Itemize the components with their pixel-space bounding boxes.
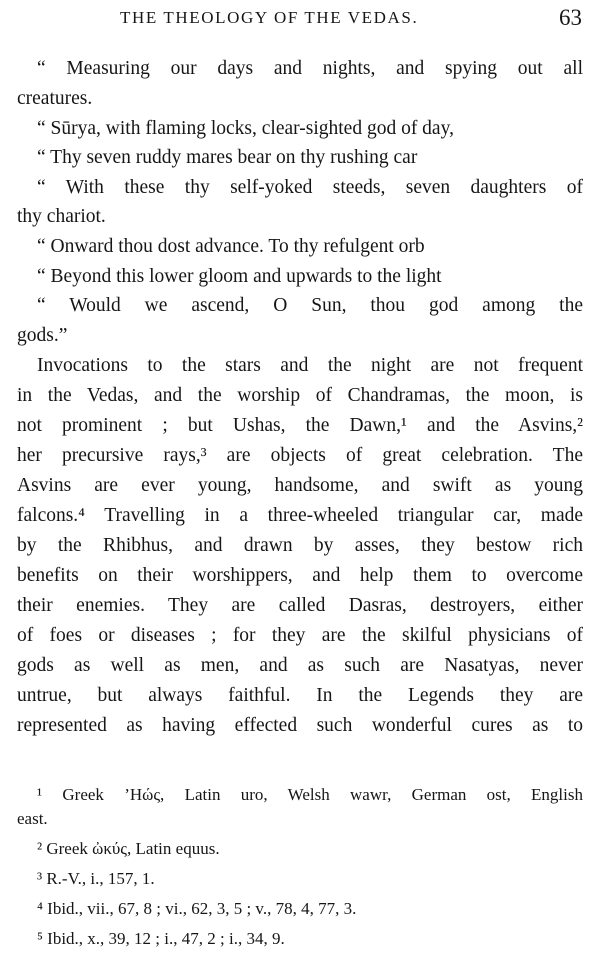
footnote-1: ¹ Greek ’Ηώς, Latin uro, Welsh wawr, German ost, English <box>37 785 583 804</box>
running-title: THE THEOLOGY OF THE VEDAS. <box>120 8 419 27</box>
body-line: “ Measuring our days and nights, and spying out all <box>37 58 583 79</box>
footnote-1-continued: east. <box>17 809 48 828</box>
paragraph-line: by the Rhibhus, and drawn by asses, they bestow rich <box>17 535 583 556</box>
body-line: “ With these thy self-yoked steeds, seven daughters of <box>37 177 583 198</box>
paragraph-line: not prominent ; but Ushas, the Dawn,¹ and the Asvins,² <box>17 415 583 436</box>
body-line: “ Sūrya, with flaming locks, clear-sighted god of day, <box>37 118 454 139</box>
body-line: creatures. <box>17 88 93 109</box>
paragraph-line: of foes or diseases ; for they are the skilful physicians of <box>17 625 583 646</box>
paragraph-line: gods as well as men, and as such are Nasatyas, never <box>17 655 583 676</box>
paragraph-line: Asvins are ever young, handsome, and swift as young <box>17 475 583 496</box>
footnote-4: ⁴ Ibid., vii., 67, 8 ; vi., 62, 3, 5 ; v., 78, 4, 77, 3. <box>37 899 357 918</box>
paragraph-line: in the Vedas, and the worship of Chandramas, the moon, is <box>17 385 583 406</box>
footnote-5: ⁵ Ibid., x., 39, 12 ; i., 47, 2 ; i., 34, 9. <box>37 929 285 948</box>
paragraph-line: her precursive rays,³ are objects of great celebration. The <box>17 445 583 466</box>
body-line: “ Thy seven ruddy mares bear on thy rushing car <box>37 147 418 168</box>
page-number: 63 <box>559 5 582 30</box>
paragraph-line: their enemies. They are called Dasras, destroyers, either <box>17 595 583 616</box>
paragraph-line: untrue, but always faithful. In the Legends they are <box>17 685 583 706</box>
footnote-3: ³ R.-V., i., 157, 1. <box>37 869 155 888</box>
paragraph-line: benefits on their worshippers, and help them to overcome <box>17 565 583 586</box>
body-line: “ Onward thou dost advance. To thy refulgent orb <box>37 236 425 257</box>
body-line: gods.” <box>17 325 68 346</box>
footnote-2: ² Greek ὠκύς, Latin equus. <box>37 839 220 858</box>
paragraph-line: represented as having effected such wonderful cures as to <box>17 715 583 736</box>
paragraph-line: falcons.⁴ Travelling in a three-wheeled triangular car, made <box>17 505 583 526</box>
body-line: “ Would we ascend, O Sun, thou god among the <box>37 295 583 316</box>
paragraph-line: Invocations to the stars and the night are not frequent <box>37 355 583 376</box>
body-line: thy chariot. <box>17 206 106 227</box>
body-line: “ Beyond this lower gloom and upwards to the light <box>37 266 442 287</box>
